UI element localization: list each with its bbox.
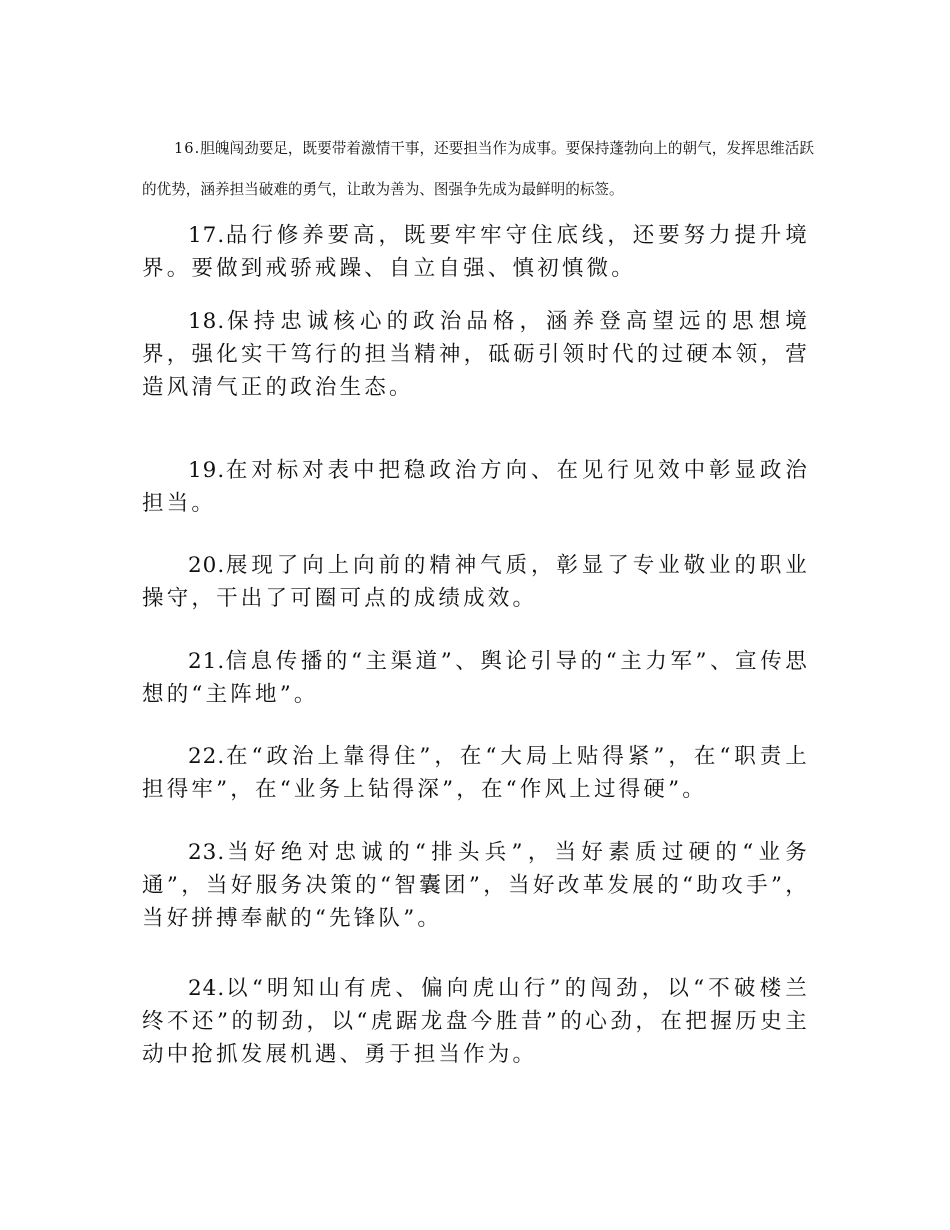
paragraph-text: 当好绝对忠诚的“排头兵”，当好素质过硬的“业务通”，当好服务决策的“智囊团”，当好改革发展的“助攻手”，当好拼搏奉献的“先锋队”。: [142, 840, 810, 931]
paragraph-number: 18.: [188, 309, 226, 334]
paragraph-19: [142, 454, 810, 520]
paragraph-text: 在对标对表中把稳政治方向、在见行见效中彰显政治担当。: [142, 458, 810, 516]
paragraph-number: 19.: [188, 458, 226, 483]
paragraph-17: [142, 219, 810, 285]
paragraph-number: 17.: [188, 223, 226, 248]
paragraph-18: [142, 305, 810, 404]
paragraph-22: [142, 740, 810, 806]
paragraph-text: 展现了向上向前的精神气质，彰显了专业敬业的职业操守，干出了可圈可点的成绩成效。: [142, 553, 810, 611]
paragraph-text: 品行修养要高，既要牢牢守住底线，还要努力提升境界。要做到戒骄戒躁、自立自强、慎初慎微。: [142, 223, 810, 281]
paragraph-16: [142, 128, 814, 210]
paragraph-23: [142, 836, 810, 935]
paragraph-text: 在“政治上靠得住”，在“大局上贴得紧”，在“职责上担得牢”，在“业务上钻得深”，在“作风上过得硬”。: [142, 744, 810, 802]
paragraph-number: 16.: [174, 140, 201, 157]
paragraph-number: 24.: [188, 976, 226, 1001]
paragraph-number: 20.: [188, 553, 226, 578]
paragraph-text: 保持忠诚核心的政治品格，涵养登高望远的思想境界，强化实干笃行的担当精神，砥砺引领时代的过硬本领，营造风清气正的政治生态。: [142, 309, 810, 400]
paragraph-text: 以“明知山有虎、偏向虎山行”的闯劲，以“不破楼兰终不还”的韧劲，以“虎踞龙盘今胜昔”的心劲，在把握历史主动中抢抓发展机遇、勇于担当作为。: [142, 976, 810, 1067]
paragraph-number: 21.: [188, 649, 226, 674]
paragraph-text: 信息传播的“主渠道”、舆论引导的“主力军”、宣传思想的“主阵地”。: [142, 649, 810, 707]
paragraph-text: 胆魄闯劲要足，既要带着激情干事，还要担当作为成事。要保持蓬勃向上的朝气，发挥思维活跃的优势，涵养担当破难的勇气，让敢为善为、图强争先成为最鲜明的标签。: [142, 140, 814, 198]
paragraph-number: 23.: [188, 840, 226, 865]
paragraph-number: 22.: [188, 744, 226, 769]
paragraph-24: [142, 972, 810, 1071]
paragraph-20: [142, 549, 810, 615]
paragraph-21: [142, 645, 810, 711]
